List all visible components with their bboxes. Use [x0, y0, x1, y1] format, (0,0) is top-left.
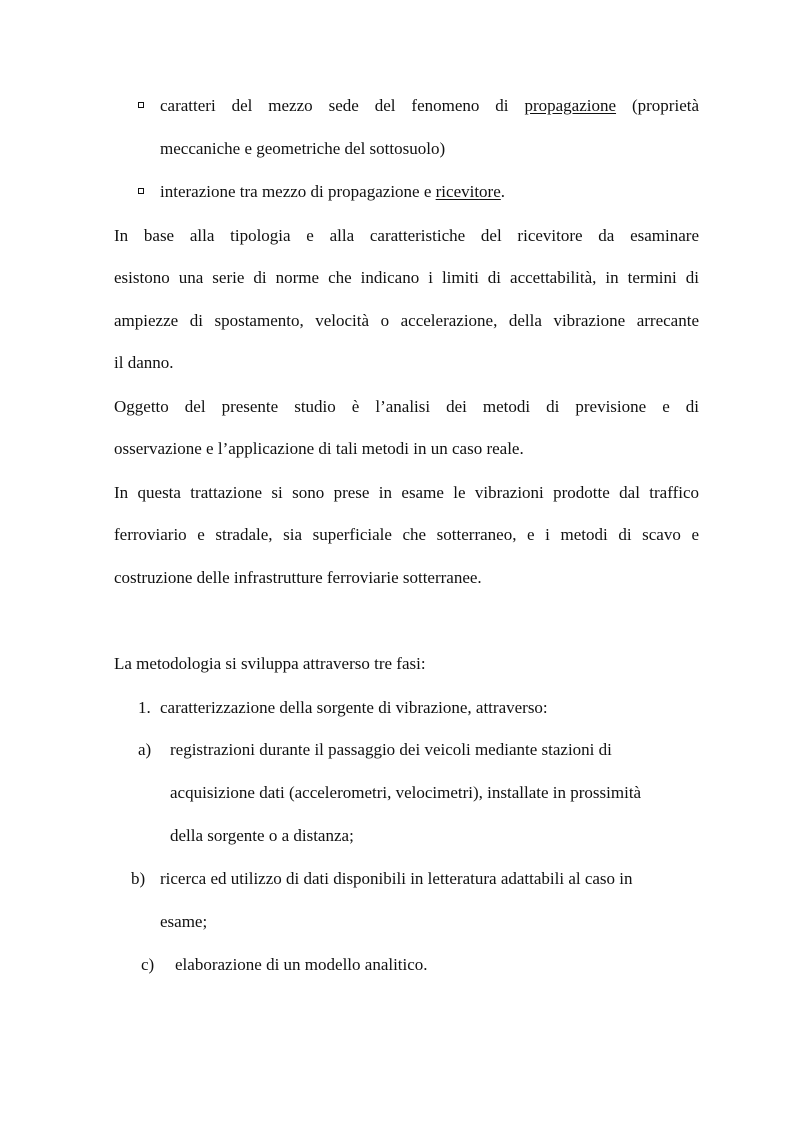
paragraph-2-line-2: osservazione e l’applicazione di tali metodi in un caso reale.: [114, 439, 524, 458]
bullet-1-text: caratteri del mezzo sede del fenomeno di: [160, 96, 509, 115]
bullet-2-text: interazione tra mezzo di propagazione e: [160, 182, 432, 201]
paragraph-1-line-2: esistono una serie di norme che indicano i limiti di accettabilità, in termini di: [114, 268, 699, 287]
square-bullet-icon: [138, 102, 144, 108]
list-item-b-line-1: ricerca ed utilizzo di dati disponibili in letteratura adattabili al caso in: [160, 869, 633, 888]
paragraph-3-line-3: costruzione delle infrastrutture ferroviarie sotterranee.: [114, 568, 482, 587]
paragraph-1-line-4: il danno.: [114, 353, 174, 372]
list-marker-a: a): [138, 740, 152, 759]
bullet-2-line-1: [160, 182, 505, 202]
paragraph-2-line-1: Oggetto del presente studio è l’analisi dei metodi di previsione e di: [114, 397, 699, 416]
bullet-1-line-1: [160, 96, 699, 116]
list-marker-c: c): [141, 955, 155, 974]
paragraph-1-line-1: In base alla tipologia e alla caratteristiche del ricevitore da esaminare: [114, 226, 699, 245]
methodology-intro: La metodologia si sviluppa attraverso tre fasi:: [114, 654, 426, 673]
bullet-2-period: .: [500, 182, 506, 201]
square-bullet-icon: [138, 188, 144, 194]
bullet-1-text-end: (proprietà: [631, 96, 700, 115]
list-marker-b: b): [131, 869, 146, 888]
list-item-a-line-3: della sorgente o a distanza;: [170, 826, 354, 845]
paragraph-1-line-3: ampiezze di spostamento, velocità o accelerazione, della vibrazione arrecante: [114, 311, 699, 330]
list-item-c-line-1: elaborazione di un modello analitico.: [175, 955, 428, 974]
list-marker-1: 1.: [138, 698, 151, 717]
list-item-b-line-2: esame;: [160, 912, 208, 931]
bullet-1-line-2: meccaniche e geometriche del sottosuolo): [160, 139, 446, 158]
link-propagazione[interactable]: propagazione: [524, 96, 617, 115]
paragraph-3-line-2: ferroviario e stradale, sia superficiale che sotterraneo, e i metodi di scavo e: [114, 525, 699, 544]
link-ricevitore[interactable]: ricevitore: [435, 182, 501, 201]
list-item-a-line-2: acquisizione dati (accelerometri, velocimetri), installate in prossimità: [170, 783, 642, 802]
list-item-1: caratterizzazione della sorgente di vibrazione, attraverso:: [160, 698, 548, 717]
paragraph-3-line-1: In questa trattazione si sono prese in esame le vibrazioni prodotte dal traffico: [114, 483, 699, 502]
list-item-a-line-1: registrazioni durante il passaggio dei veicoli mediante stazioni di: [170, 740, 612, 759]
